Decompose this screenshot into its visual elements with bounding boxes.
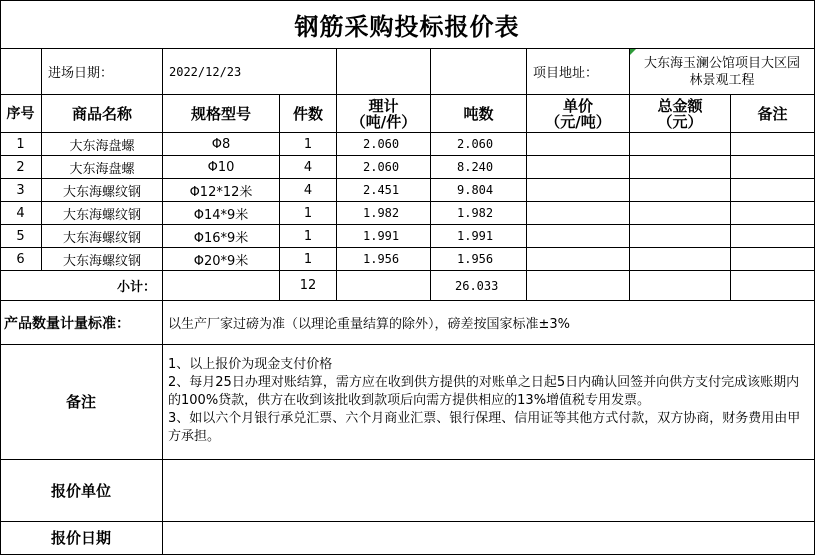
row-pieces: 4 [280,156,337,179]
info-blank-cell [337,49,431,95]
row-remark [731,202,815,225]
row-remark [731,179,815,202]
row-tons: 8.240 [431,156,527,179]
entry-date-value: 2022/12/23 [163,49,337,95]
standard-label: 产品数量计量标准： [0,301,163,345]
row-theory: 1.956 [337,248,431,271]
row-theory: 1.982 [337,202,431,225]
subtotal-tons: 26.033 [431,271,527,301]
comment-marker [630,49,636,55]
row-total [630,179,731,202]
header-pieces: 件数 [280,95,337,133]
header-remark: 备注 [731,95,815,133]
row-total [630,202,731,225]
item-rows [0,133,815,271]
project-address-value: 大东海玉澜公馆项目大区园林景观工程 [630,49,815,95]
remarks-label: 备注 [0,345,163,460]
row-remark [731,133,815,156]
row-name: 大东海盘螺 [42,156,163,179]
row-total [630,156,731,179]
row-seq: 6 [0,248,42,271]
row-unit-price [527,133,630,156]
quote-date-value[interactable] [163,522,815,555]
row-pieces: 1 [280,248,337,271]
row-seq: 1 [0,133,42,156]
row-seq: 3 [0,179,42,202]
header-name: 商品名称 [42,95,163,133]
header-tonnage: 吨数 [431,95,527,133]
row-pieces: 1 [280,133,337,156]
info-blank-cell [431,49,527,95]
header-theory-weight: 理计 （吨/件） [337,95,431,133]
project-address-label: 项目地址： [527,49,630,95]
row-total [630,133,731,156]
row-unit-price [527,156,630,179]
row-tons: 9.804 [431,179,527,202]
header-total: 总金额 （元） [630,95,731,133]
row-spec: Φ8 [163,133,280,156]
subtotal-blank [337,271,431,301]
row-tons: 1.991 [431,225,527,248]
remark-line-3: 3、如以六个月银行承兑汇票、六个月商业汇票、银行保理、信用证等其他方式付款，双方协商，财务费用由甲方承担。 [168,411,801,444]
row-total [630,248,731,271]
header-spec: 规格型号 [163,95,280,133]
subtotal-blank [163,271,280,301]
row-spec: Φ16*9米 [163,225,280,248]
subtotal-label: 小计： [0,271,163,301]
row-tons: 1.956 [431,248,527,271]
info-blank-cell [0,49,42,95]
subtotal-blank [527,271,630,301]
quote-unit-label: 报价单位 [0,460,163,522]
row-seq: 4 [0,202,42,225]
row-name: 大东海螺纹钢 [42,179,163,202]
quote-date-label: 报价日期 [0,522,163,555]
row-seq: 5 [0,225,42,248]
row-remark [731,156,815,179]
row-spec: Φ20*9米 [163,248,280,271]
header-seq: 序号 [0,95,42,133]
remark-line-1: 1、以上报价为现金支付价格 [168,357,333,372]
remarks-content [163,345,815,460]
row-unit-price [527,225,630,248]
row-theory: 1.991 [337,225,431,248]
row-spec: Φ14*9米 [163,202,280,225]
row-name: 大东海螺纹钢 [42,248,163,271]
row-tons: 1.982 [431,202,527,225]
row-theory: 2.451 [337,179,431,202]
standard-text: 以生产厂家过磅为准（以理论重量结算的除外），磅差按国家标准±3% [163,301,815,345]
row-tons: 2.060 [431,133,527,156]
row-unit-price [527,248,630,271]
row-unit-price [527,202,630,225]
row-name: 大东海螺纹钢 [42,225,163,248]
row-spec: Φ12*12米 [163,179,280,202]
row-pieces: 1 [280,225,337,248]
row-unit-price [527,179,630,202]
subtotal-blank [731,271,815,301]
sheet-title: 钢筋采购投标报价表 [0,0,815,49]
entry-date-label: 进场日期： [42,49,163,95]
remark-line-2: 2、每月25日办理对账结算，需方应在收到供方提供的对账单之日起5日内确认回签并向供方支付完成该账期内的100%贷款，供方在收到该批收到款项后向需方提供相应的13%增值税专用发票。 [168,375,800,408]
row-seq: 2 [0,156,42,179]
row-theory: 2.060 [337,133,431,156]
subtotal-pieces: 12 [280,271,337,301]
quote-unit-value[interactable] [163,460,815,522]
row-remark [731,248,815,271]
row-name: 大东海盘螺 [42,133,163,156]
row-name: 大东海螺纹钢 [42,202,163,225]
row-spec: Φ10 [163,156,280,179]
row-total [630,225,731,248]
row-remark [731,225,815,248]
row-pieces: 1 [280,202,337,225]
header-unit-price: 单价 （元/吨） [527,95,630,133]
subtotal-blank [630,271,731,301]
row-pieces: 4 [280,179,337,202]
row-theory: 2.060 [337,156,431,179]
